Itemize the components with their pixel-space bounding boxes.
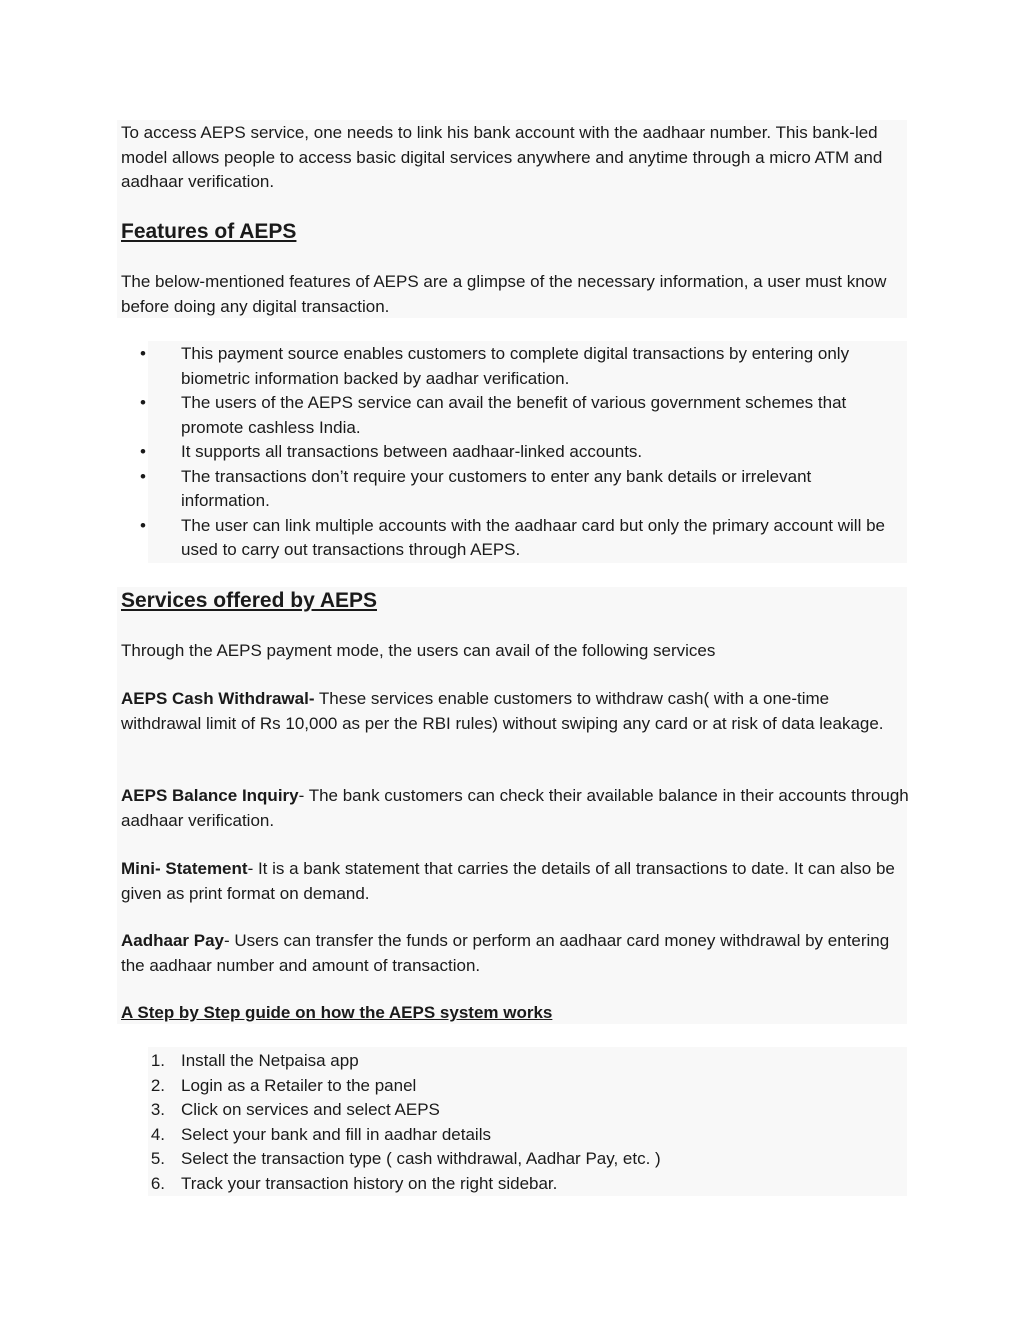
step-text: Install the Netpaisa app (181, 1051, 359, 1070)
bullet-icon: • (140, 515, 146, 535)
service-description: - Users can transfer the funds or perform an aadhaar card money withdrawal by entering the aadhaar number and amount of transaction. (121, 931, 890, 975)
list-item (121, 440, 901, 465)
step-number: 3. (150, 1100, 165, 1119)
list-item (121, 1074, 901, 1099)
list-item-text: The users of the AEPS service can avail the benefit of various government schemes that promote cashless India. (181, 393, 847, 437)
features-intro-paragraph: The below-mentioned features of AEPS are a glimpse of the necessary information, a user must know before doing any digital transaction. (121, 272, 887, 316)
list-item (121, 1098, 901, 1123)
service-label: Aadhaar Pay (121, 931, 224, 950)
service-mini-statement (121, 857, 911, 906)
service-description: - The bank customers can check their available balance in their accounts through aadhaar verification. (121, 786, 909, 830)
step-text: Login as a Retailer to the panel (181, 1075, 417, 1095)
service-label: AEPS Cash Withdrawal- (121, 689, 315, 708)
bullet-icon: • (140, 466, 146, 486)
step-number: 4. (150, 1124, 165, 1144)
step-text: Select your bank and fill in aadhar details (181, 1124, 491, 1144)
service-description: - It is a bank statement that carries the details of all transactions to date. It can also be given as print format on demand. (121, 859, 895, 903)
bullet-icon: • (140, 393, 146, 412)
services-heading: Services offered by AEPS (121, 589, 377, 612)
services-intro-paragraph: Through the AEPS payment mode, the users can avail of the following services (121, 641, 716, 660)
step-text: Track your transaction history on the right sidebar. (181, 1173, 558, 1193)
list-item-text: The transactions don’t require your customers to enter any bank details or irrelevant information. (181, 466, 812, 510)
step-text: Click on services and select AEPS (181, 1100, 440, 1119)
list-item (121, 342, 901, 391)
guide-heading: A Step by Step guide on how the AEPS system works (121, 1003, 553, 1022)
intro-paragraph: To access AEPS service, one needs to link his bank account with the aadhaar number. This bank-led model allows people to access basic digital services anywhere and anytime through a micro ATM and aadhaar verification. (121, 123, 883, 191)
list-item-text: It supports all transactions between aadhaar-linked accounts. (181, 442, 643, 461)
service-cash-withdrawal (121, 687, 891, 736)
guide-steps-list (121, 1049, 901, 1196)
step-number: 5. (150, 1149, 165, 1168)
service-aadhaar-pay (121, 929, 911, 978)
features-heading: Features of AEPS (121, 220, 297, 243)
service-label: AEPS Balance Inquiry (121, 786, 299, 805)
service-description: These services enable customers to withdraw cash( with a one-time withdrawal limit of Rs 10,000 as per the RBI rules) without swiping any card or at risk of data leakage. (121, 689, 884, 733)
list-item (121, 465, 901, 514)
list-item (121, 1147, 901, 1172)
list-item-text: The user can link multiple accounts with the aadhaar card but only the primary account will be used to carry out transactions through AEPS. (181, 515, 885, 559)
list-item-text: This payment source enables customers to complete digital transactions by entering only biometric information backed by aadhar verification. (181, 344, 850, 388)
list-item (121, 1049, 901, 1074)
step-number: 1. (150, 1051, 165, 1070)
bullet-icon: • (140, 442, 146, 461)
list-item (121, 1172, 901, 1197)
step-number: 6. (150, 1173, 165, 1193)
bullet-icon: • (140, 344, 146, 363)
features-list (121, 342, 901, 563)
service-balance-inquiry (121, 784, 911, 833)
list-item (121, 514, 901, 563)
list-item (121, 391, 901, 440)
step-text: Select the transaction type ( cash withdrawal, Aadhar Pay, etc. ) (181, 1149, 661, 1168)
list-item (121, 1123, 901, 1148)
step-number: 2. (150, 1075, 165, 1095)
service-label: Mini- Statement (121, 859, 248, 878)
